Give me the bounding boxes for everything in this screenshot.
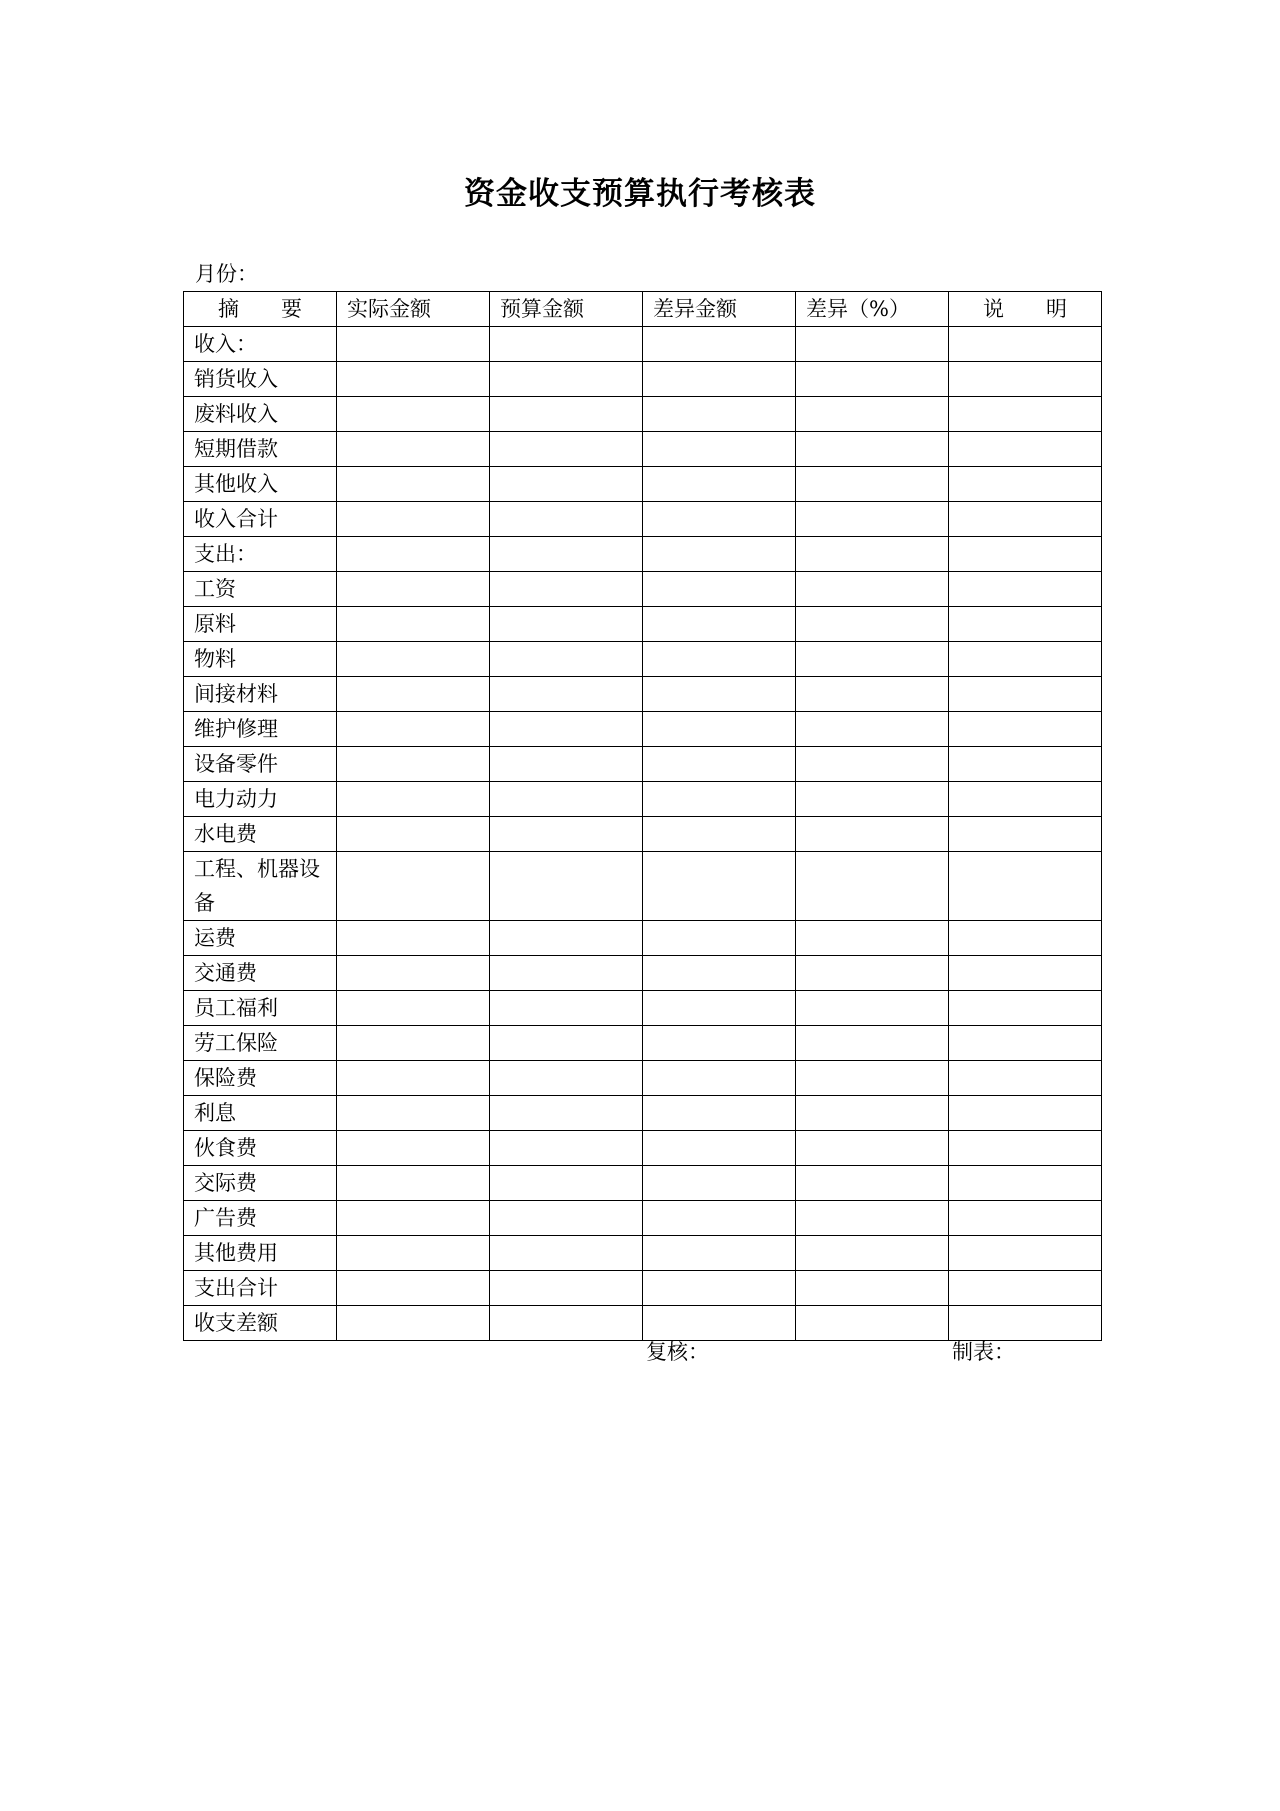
notes-cell[interactable] bbox=[949, 327, 1102, 362]
notes-cell[interactable] bbox=[949, 817, 1102, 852]
variance-amount-cell[interactable] bbox=[643, 607, 796, 642]
variance-amount-cell[interactable] bbox=[643, 1201, 796, 1236]
variance-amount-cell[interactable] bbox=[643, 1026, 796, 1061]
row-label: 物料 bbox=[184, 642, 337, 677]
header-notes: 说 明 bbox=[949, 292, 1102, 327]
header-actual-amount: 实际金额 bbox=[337, 292, 490, 327]
budget-amount-cell[interactable] bbox=[490, 747, 643, 782]
actual-amount-cell[interactable] bbox=[337, 1026, 490, 1061]
budget-amount-cell[interactable] bbox=[490, 1306, 643, 1341]
variance-amount-cell[interactable] bbox=[643, 1131, 796, 1166]
variance-percent-cell[interactable] bbox=[796, 467, 949, 502]
budget-amount-cell[interactable] bbox=[490, 1131, 643, 1166]
notes-cell[interactable] bbox=[949, 1026, 1102, 1061]
actual-amount-cell[interactable] bbox=[337, 677, 490, 712]
actual-amount-cell[interactable] bbox=[337, 747, 490, 782]
actual-amount-cell[interactable] bbox=[337, 1236, 490, 1271]
table-row bbox=[184, 537, 1102, 572]
budget-amount-cell[interactable] bbox=[490, 677, 643, 712]
table-row bbox=[184, 607, 1102, 642]
budget-amount-cell[interactable] bbox=[490, 467, 643, 502]
actual-amount-cell[interactable] bbox=[337, 1131, 490, 1166]
table-row bbox=[184, 362, 1102, 397]
budget-amount-cell[interactable] bbox=[490, 327, 643, 362]
notes-cell[interactable] bbox=[949, 432, 1102, 467]
variance-amount-cell[interactable] bbox=[643, 467, 796, 502]
notes-cell[interactable] bbox=[949, 747, 1102, 782]
notes-cell[interactable] bbox=[949, 1201, 1102, 1236]
variance-percent-cell[interactable] bbox=[796, 397, 949, 432]
actual-amount-cell[interactable] bbox=[337, 1306, 490, 1341]
budget-amount-cell[interactable] bbox=[490, 1026, 643, 1061]
variance-percent-cell[interactable] bbox=[796, 1306, 949, 1341]
notes-cell[interactable] bbox=[949, 467, 1102, 502]
variance-amount-cell[interactable] bbox=[643, 397, 796, 432]
table-row bbox=[184, 642, 1102, 677]
row-label: 广告费 bbox=[184, 1201, 337, 1236]
notes-cell[interactable] bbox=[949, 1096, 1102, 1131]
row-label: 设备零件 bbox=[184, 747, 337, 782]
budget-amount-cell[interactable] bbox=[490, 991, 643, 1026]
budget-amount-cell[interactable] bbox=[490, 817, 643, 852]
notes-cell[interactable] bbox=[949, 397, 1102, 432]
table-row bbox=[184, 991, 1102, 1026]
budget-amount-cell[interactable] bbox=[490, 1236, 643, 1271]
variance-amount-cell[interactable] bbox=[643, 502, 796, 537]
notes-cell[interactable] bbox=[949, 782, 1102, 817]
table-row bbox=[184, 712, 1102, 747]
actual-amount-cell[interactable] bbox=[337, 1096, 490, 1131]
row-label: 短期借款 bbox=[184, 432, 337, 467]
budget-amount-cell[interactable] bbox=[490, 1096, 643, 1131]
notes-cell[interactable] bbox=[949, 991, 1102, 1026]
actual-amount-cell[interactable] bbox=[337, 502, 490, 537]
variance-percent-cell[interactable] bbox=[796, 1026, 949, 1061]
actual-amount-cell[interactable] bbox=[337, 432, 490, 467]
notes-cell[interactable] bbox=[949, 572, 1102, 607]
variance-percent-cell[interactable] bbox=[796, 991, 949, 1026]
row-label: 利息 bbox=[184, 1096, 337, 1131]
row-label: 劳工保险 bbox=[184, 1026, 337, 1061]
actual-amount-cell[interactable] bbox=[337, 712, 490, 747]
actual-amount-cell[interactable] bbox=[337, 642, 490, 677]
variance-amount-cell[interactable] bbox=[643, 642, 796, 677]
notes-cell[interactable] bbox=[949, 1166, 1102, 1201]
row-label: 伙食费 bbox=[184, 1131, 337, 1166]
actual-amount-cell[interactable] bbox=[337, 327, 490, 362]
budget-table bbox=[183, 291, 1102, 1341]
actual-amount-cell[interactable] bbox=[337, 537, 490, 572]
actual-amount-cell[interactable] bbox=[337, 956, 490, 991]
row-label: 工资 bbox=[184, 572, 337, 607]
notes-cell[interactable] bbox=[949, 362, 1102, 397]
variance-amount-cell[interactable] bbox=[643, 852, 796, 921]
row-label: 电力动力 bbox=[184, 782, 337, 817]
variance-amount-cell[interactable] bbox=[643, 572, 796, 607]
table-row bbox=[184, 852, 1102, 921]
variance-percent-cell[interactable] bbox=[796, 607, 949, 642]
row-label: 交通费 bbox=[184, 956, 337, 991]
actual-amount-cell[interactable] bbox=[337, 1201, 490, 1236]
budget-amount-cell[interactable] bbox=[490, 1166, 643, 1201]
variance-percent-cell[interactable] bbox=[796, 502, 949, 537]
notes-cell[interactable] bbox=[949, 921, 1102, 956]
notes-cell[interactable] bbox=[949, 502, 1102, 537]
row-label: 支出： bbox=[184, 537, 337, 572]
month-label: 月份： bbox=[195, 262, 258, 286]
notes-cell[interactable] bbox=[949, 607, 1102, 642]
table-row bbox=[184, 817, 1102, 852]
row-label: 工程、机器设备 bbox=[184, 852, 337, 921]
variance-amount-cell[interactable] bbox=[643, 1236, 796, 1271]
table-row bbox=[184, 397, 1102, 432]
table-row bbox=[184, 782, 1102, 817]
variance-percent-cell[interactable] bbox=[796, 537, 949, 572]
actual-amount-cell[interactable] bbox=[337, 362, 490, 397]
variance-amount-cell[interactable] bbox=[643, 921, 796, 956]
table-row bbox=[184, 467, 1102, 502]
table-row bbox=[184, 572, 1102, 607]
row-label: 原料 bbox=[184, 607, 337, 642]
row-label: 收支差额 bbox=[184, 1306, 337, 1341]
actual-amount-cell[interactable] bbox=[337, 1166, 490, 1201]
row-label: 其他费用 bbox=[184, 1236, 337, 1271]
notes-cell[interactable] bbox=[949, 537, 1102, 572]
table-row bbox=[184, 956, 1102, 991]
variance-percent-cell[interactable] bbox=[796, 1131, 949, 1166]
budget-amount-cell[interactable] bbox=[490, 956, 643, 991]
variance-amount-cell[interactable] bbox=[643, 747, 796, 782]
variance-amount-cell[interactable] bbox=[643, 537, 796, 572]
variance-percent-cell[interactable] bbox=[796, 921, 949, 956]
row-label: 交际费 bbox=[184, 1166, 337, 1201]
header-variance-percent: 差异（%） bbox=[796, 292, 949, 327]
variance-percent-cell[interactable] bbox=[796, 956, 949, 991]
variance-amount-cell[interactable] bbox=[643, 1166, 796, 1201]
actual-amount-cell[interactable] bbox=[337, 921, 490, 956]
actual-amount-cell[interactable] bbox=[337, 572, 490, 607]
variance-amount-cell[interactable] bbox=[643, 677, 796, 712]
variance-amount-cell[interactable] bbox=[643, 432, 796, 467]
actual-amount-cell[interactable] bbox=[337, 852, 490, 921]
variance-percent-cell[interactable] bbox=[796, 782, 949, 817]
table-row bbox=[184, 1271, 1102, 1306]
budget-amount-cell[interactable] bbox=[490, 537, 643, 572]
table-row bbox=[184, 677, 1102, 712]
budget-amount-cell[interactable] bbox=[490, 572, 643, 607]
table-row bbox=[184, 1131, 1102, 1166]
notes-cell[interactable] bbox=[949, 1061, 1102, 1096]
variance-amount-cell[interactable] bbox=[643, 956, 796, 991]
variance-percent-cell[interactable] bbox=[796, 1201, 949, 1236]
notes-cell[interactable] bbox=[949, 677, 1102, 712]
actual-amount-cell[interactable] bbox=[337, 782, 490, 817]
review-label: 复核： bbox=[646, 1340, 709, 1364]
variance-amount-cell[interactable] bbox=[643, 991, 796, 1026]
row-label: 支出合计 bbox=[184, 1271, 337, 1306]
variance-amount-cell[interactable] bbox=[643, 817, 796, 852]
budget-amount-cell[interactable] bbox=[490, 1271, 643, 1306]
table-row bbox=[184, 432, 1102, 467]
variance-amount-cell[interactable] bbox=[643, 327, 796, 362]
variance-percent-cell[interactable] bbox=[796, 1096, 949, 1131]
table-row bbox=[184, 1061, 1102, 1096]
budget-amount-cell[interactable] bbox=[490, 502, 643, 537]
notes-cell[interactable] bbox=[949, 1236, 1102, 1271]
variance-percent-cell[interactable] bbox=[796, 852, 949, 921]
table-row bbox=[184, 1201, 1102, 1236]
variance-percent-cell[interactable] bbox=[796, 642, 949, 677]
notes-cell[interactable] bbox=[949, 1131, 1102, 1166]
table-row bbox=[184, 502, 1102, 537]
variance-percent-cell[interactable] bbox=[796, 747, 949, 782]
notes-cell[interactable] bbox=[949, 642, 1102, 677]
variance-percent-cell[interactable] bbox=[796, 712, 949, 747]
budget-amount-cell[interactable] bbox=[490, 1061, 643, 1096]
variance-percent-cell[interactable] bbox=[796, 327, 949, 362]
row-label: 员工福利 bbox=[184, 991, 337, 1026]
row-label: 废料收入 bbox=[184, 397, 337, 432]
actual-amount-cell[interactable] bbox=[337, 467, 490, 502]
variance-amount-cell[interactable] bbox=[643, 1096, 796, 1131]
table-row bbox=[184, 1096, 1102, 1131]
row-label: 间接材料 bbox=[184, 677, 337, 712]
row-label: 水电费 bbox=[184, 817, 337, 852]
notes-cell[interactable] bbox=[949, 956, 1102, 991]
actual-amount-cell[interactable] bbox=[337, 1271, 490, 1306]
table-row bbox=[184, 1166, 1102, 1201]
budget-amount-cell[interactable] bbox=[490, 432, 643, 467]
actual-amount-cell[interactable] bbox=[337, 991, 490, 1026]
budget-amount-cell[interactable] bbox=[490, 642, 643, 677]
budget-amount-cell[interactable] bbox=[490, 782, 643, 817]
budget-amount-cell[interactable] bbox=[490, 362, 643, 397]
header-variance-amount: 差异金额 bbox=[643, 292, 796, 327]
header-summary: 摘 要 bbox=[184, 292, 337, 327]
variance-percent-cell[interactable] bbox=[796, 817, 949, 852]
actual-amount-cell[interactable] bbox=[337, 607, 490, 642]
row-label: 保险费 bbox=[184, 1061, 337, 1096]
variance-percent-cell[interactable] bbox=[796, 572, 949, 607]
row-label: 其他收入 bbox=[184, 467, 337, 502]
variance-percent-cell[interactable] bbox=[796, 362, 949, 397]
budget-amount-cell[interactable] bbox=[490, 1201, 643, 1236]
variance-percent-cell[interactable] bbox=[796, 1271, 949, 1306]
prepared-by-label: 制表： bbox=[952, 1340, 1015, 1364]
variance-percent-cell[interactable] bbox=[796, 1061, 949, 1096]
actual-amount-cell[interactable] bbox=[337, 397, 490, 432]
table-row bbox=[184, 747, 1102, 782]
row-label: 维护修理 bbox=[184, 712, 337, 747]
variance-percent-cell[interactable] bbox=[796, 677, 949, 712]
row-label: 销货收入 bbox=[184, 362, 337, 397]
notes-cell[interactable] bbox=[949, 852, 1102, 921]
row-label: 运费 bbox=[184, 921, 337, 956]
budget-amount-cell[interactable] bbox=[490, 712, 643, 747]
table-header-row bbox=[184, 292, 1102, 327]
budget-amount-cell[interactable] bbox=[490, 397, 643, 432]
table-row bbox=[184, 1236, 1102, 1271]
header-budget-amount: 预算金额 bbox=[490, 292, 643, 327]
budget-amount-cell[interactable] bbox=[490, 921, 643, 956]
variance-percent-cell[interactable] bbox=[796, 432, 949, 467]
actual-amount-cell[interactable] bbox=[337, 817, 490, 852]
variance-amount-cell[interactable] bbox=[643, 1271, 796, 1306]
actual-amount-cell[interactable] bbox=[337, 1061, 490, 1096]
variance-percent-cell[interactable] bbox=[796, 1166, 949, 1201]
variance-amount-cell[interactable] bbox=[643, 782, 796, 817]
row-label: 收入： bbox=[184, 327, 337, 362]
variance-percent-cell[interactable] bbox=[796, 1236, 949, 1271]
page-title: 资金收支预算执行考核表 bbox=[464, 176, 816, 212]
table-row bbox=[184, 1026, 1102, 1061]
variance-amount-cell[interactable] bbox=[643, 712, 796, 747]
table-row bbox=[184, 921, 1102, 956]
variance-amount-cell[interactable] bbox=[643, 1061, 796, 1096]
budget-amount-cell[interactable] bbox=[490, 607, 643, 642]
row-label: 收入合计 bbox=[184, 502, 337, 537]
variance-amount-cell[interactable] bbox=[643, 362, 796, 397]
notes-cell[interactable] bbox=[949, 1271, 1102, 1306]
table-row bbox=[184, 327, 1102, 362]
budget-amount-cell[interactable] bbox=[490, 852, 643, 921]
notes-cell[interactable] bbox=[949, 712, 1102, 747]
